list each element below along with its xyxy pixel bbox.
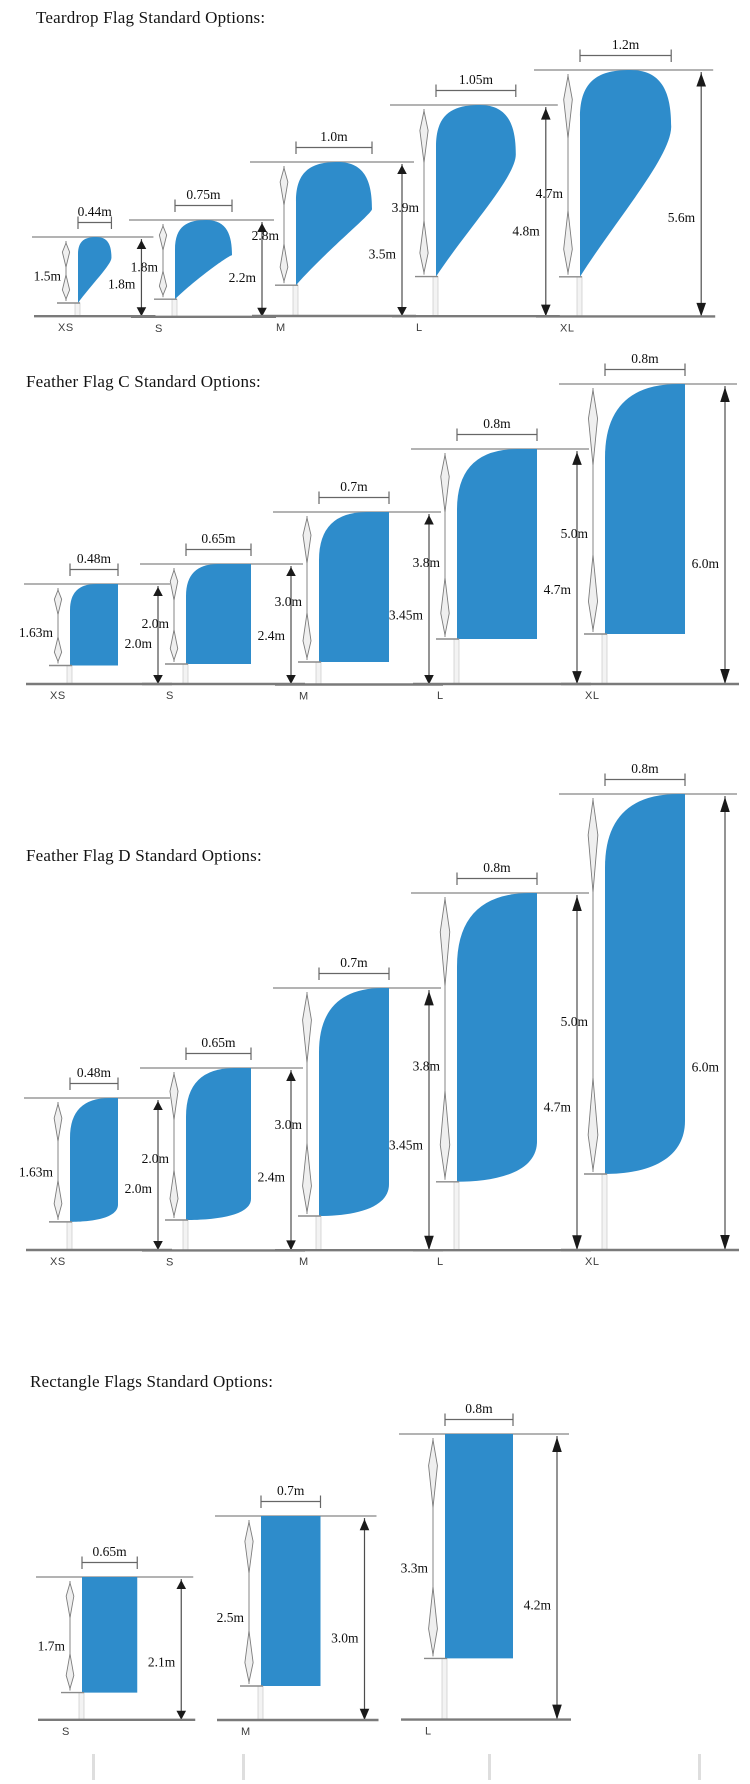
dim-arrow-down-icon [720,1235,730,1250]
flag-shape [319,512,389,662]
total-height-label: 3.45m [388,1137,423,1153]
dim-arrow-down-icon [176,1711,186,1720]
page-bottom-pole-artifacts [0,1750,750,1784]
size-label: S [62,1725,70,1738]
pole-spear-down-icon [160,271,167,295]
flag-diagram-svg [30,1541,197,1742]
total-height-label: 1.8m [108,276,136,292]
flag-shape [186,1068,251,1220]
flag-height-label: 5.0m [560,526,588,542]
flag-shape [70,584,118,666]
total-height-label: 3.0m [331,1630,359,1646]
flag-pole [183,1220,188,1250]
flag-shape [261,1516,321,1686]
pole-spear-down-icon [66,1654,74,1689]
flag-height-label: 3.0m [274,1117,302,1133]
pole-spear-up-icon [281,168,289,205]
flag-pole [433,277,438,317]
flag-diagram-s [30,1541,197,1742]
flag-pole [454,639,459,684]
flag-width-label: 0.48m [76,551,112,567]
size-label: XL [585,690,600,703]
size-label: M [299,690,309,703]
size-label: L [437,1256,444,1269]
flag-shape [457,449,537,639]
total-height-label: 3.45m [388,607,423,623]
section-feather-c [0,348,750,706]
pole-spear-up-icon [588,390,597,465]
dim-arrow-down-icon [360,1709,370,1720]
flag-width-label: 0.7m [277,1482,305,1498]
section-teardrop [0,8,750,338]
flag-shape [70,1098,118,1222]
total-height-label: 4.7m [543,582,571,598]
flag-pole [442,1659,447,1720]
size-label: S [166,1256,174,1269]
flag-pole [577,277,582,317]
pole-spear-up-icon [420,111,428,162]
section-title-feather-c: Feather Flag C Standard Options: [26,372,261,392]
flag-height-label: 2.5m [216,1609,245,1625]
total-height-label: 2.1m [147,1654,176,1670]
total-height-label: 4.2m [523,1597,551,1613]
total-height-label: 2.0m [124,1181,152,1197]
dim-arrow-up-icon [720,797,730,812]
flag-diagram-svg [553,758,741,1272]
pole-artifact [698,1754,701,1780]
flag-diagram-l [393,1398,573,1742]
flag-width-label: 0.7m [340,478,368,494]
size-label: XS [50,1256,66,1269]
flag-diagram-svg [393,1398,573,1742]
pole-spear-down-icon [588,1078,598,1170]
flag-shape [82,1577,137,1693]
dim-arrow-up-icon [360,1519,370,1530]
pole-spear-down-icon [245,1631,253,1682]
pole-spear-up-icon [245,1522,253,1573]
flag-width-label: 0.8m [483,416,511,432]
flag-pole [293,286,298,317]
pole-spear-up-icon [441,455,449,512]
pole-spear-down-icon [428,1587,437,1654]
flag-width-label: 0.65m [201,1035,236,1050]
flag-width-label: 1.2m [612,37,640,52]
size-label: XS [58,322,74,335]
flag-height-label: 1.63m [18,625,53,641]
flag-shape [319,988,389,1216]
flag-height-label: 2.8m [252,228,280,244]
dim-arrow-up-icon [176,1580,186,1589]
flag-diagram-svg [209,1480,381,1742]
flag-pole [183,664,188,684]
pole-spear-down-icon [62,275,69,299]
flag-width-label: 0.65m [92,1544,127,1560]
flag-pole [67,666,72,685]
flag-diagram-svg [553,348,741,706]
pole-spear-down-icon [54,1181,62,1218]
total-height-label: 6.0m [691,1059,719,1075]
flag-shape [457,893,537,1182]
pole-artifact [92,1754,95,1780]
pole-spear-down-icon [420,221,428,272]
size-label: S [166,690,174,703]
pole-spear-down-icon [281,245,289,282]
flag-width-label: 1.0m [320,129,349,145]
dim-arrow-up-icon [720,387,730,402]
flag-height-label: 1.5m [33,268,61,284]
total-height-label: 2.4m [257,1169,285,1185]
pole-spear-up-icon [62,243,69,267]
flag-width-label: 0.75m [186,186,222,202]
flag-width-label: 0.8m [631,351,659,367]
flag-size-guide-page [0,8,750,1742]
flag-shape [175,220,232,299]
pole-spear-up-icon [564,76,573,138]
dim-arrow-down-icon [697,303,707,317]
flag-diagram-xl [553,348,741,706]
flag-width-label: 0.8m [465,1401,493,1417]
flag-pole [172,299,177,317]
flag-shape [605,384,685,634]
flag-width-label: 0.7m [340,955,368,971]
flag-height-label: 5.0m [560,1014,588,1030]
flag-shape [580,70,671,277]
dim-arrow-down-icon [720,669,730,684]
total-height-label: 2.0m [124,636,152,652]
pole-spear-up-icon [160,226,167,250]
flag-diagram-svg [528,34,717,338]
size-label: M [276,322,287,335]
flag-height-label: 3.8m [412,555,440,571]
pole-spear-up-icon [170,570,177,600]
total-height-label: 2.4m [257,628,285,644]
pole-spear-up-icon [303,994,312,1062]
section-title-feather-d: Feather Flag D Standard Options: [26,846,262,866]
pole-spear-down-icon [588,555,597,630]
pole-spear-down-icon [303,1144,312,1212]
flags-row [0,1398,750,1742]
pole-artifact [488,1754,491,1780]
flag-pole [602,1174,607,1250]
size-label: M [299,1256,309,1269]
flag-width-label: 1.05m [459,72,494,88]
flag-diagram-xl [528,34,717,338]
pole-spear-up-icon [440,899,450,986]
pole-spear-up-icon [54,1104,62,1141]
size-label: L [437,690,444,703]
flag-height-label: 3.8m [412,1058,440,1074]
total-height-label: 4.8m [512,223,541,239]
total-height-label: 6.0m [691,556,719,572]
flag-shape [78,237,111,303]
flag-height-label: 1.63m [18,1164,53,1180]
total-height-label: 2.2m [229,269,257,285]
flag-pole [258,1686,263,1720]
flag-height-label: 1.7m [37,1638,65,1654]
section-title-rectangle: Rectangle Flags Standard Options: [30,1372,274,1392]
flag-width-label: 0.65m [201,531,236,547]
flags-row [0,348,750,706]
pole-spear-down-icon [170,630,177,660]
flag-width-label: 0.44m [77,204,112,220]
pole-spear-down-icon [564,211,573,273]
size-label: L [424,1725,432,1738]
flag-pole [75,303,80,316]
section-rectangle [0,1372,750,1742]
dim-arrow-up-icon [697,73,707,87]
pole-spear-down-icon [441,578,449,635]
flag-pole [67,1222,72,1250]
total-height-label: 3.5m [369,246,397,262]
flag-width-label: 0.8m [631,761,659,777]
pole-spear-up-icon [170,1074,178,1120]
pole-artifact [242,1754,245,1780]
size-label: XL [585,1256,600,1269]
flag-pole [454,1182,459,1250]
pole-spear-down-icon [303,613,311,658]
flag-pole [79,1693,84,1720]
pole-spear-down-icon [440,1091,450,1178]
section-feather-d [0,758,750,1272]
flag-height-label: 2.0m [141,616,169,632]
pole-spear-down-icon [54,637,61,661]
dim-arrow-down-icon [552,1705,562,1720]
flag-shape [605,794,685,1174]
total-height-label: 5.6m [668,209,696,225]
flag-pole [602,634,607,684]
pole-spear-up-icon [66,1583,74,1618]
flag-height-label: 3.0m [274,593,302,609]
flag-diagram-m [209,1480,381,1742]
size-label: L [416,322,424,335]
pole-spear-up-icon [303,518,311,563]
total-height-label: 4.7m [543,1099,571,1115]
dim-arrow-up-icon [552,1437,562,1452]
size-label: XS [50,690,66,703]
size-label: S [155,322,164,335]
flag-diagram-xl [553,758,741,1272]
flag-shape [436,105,516,277]
section-title-teardrop: Teardrop Flag Standard Options: [36,8,266,27]
flags-row [0,34,750,338]
pole-spear-up-icon [54,590,61,614]
size-label: XL [560,322,575,335]
pole-spear-up-icon [588,800,598,892]
flag-height-label: 4.7m [535,186,564,202]
pole-spear-down-icon [170,1170,178,1216]
flag-pole [316,662,321,685]
flag-shape [445,1434,513,1658]
flag-height-label: 3.3m [400,1561,428,1577]
flag-shape [296,162,372,285]
flag-width-label: 0.48m [76,1065,112,1081]
flag-pole [316,1216,321,1250]
flags-row [0,758,750,1272]
flag-shape [186,564,251,664]
flag-width-label: 0.8m [483,860,511,876]
flag-height-label: 2.0m [141,1151,169,1167]
pole-spear-up-icon [428,1440,437,1507]
flag-height-label: 1.8m [131,259,159,275]
flag-height-label: 3.9m [392,200,420,216]
size-label: M [241,1725,251,1738]
